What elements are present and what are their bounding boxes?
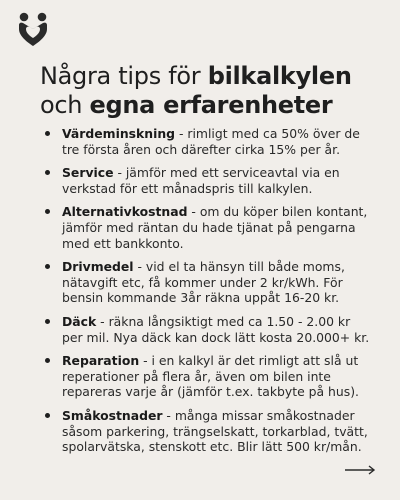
title-line1-bold: bilkalkylen [207,62,352,90]
tip-item-alternativkostnad [42,204,372,251]
tip-item-smakostnader [42,408,372,455]
tip-text: - många missar småkostnader såsom parkering, trängselskatt, torkarblad, tvätt, spolarvätska, stenskott etc. Blir lätt 500 kr/mån. [62,407,368,455]
tip-item-drivmedel [42,259,372,306]
tip-term: Däck [62,313,97,329]
tip-term: Småkostnader [62,407,163,423]
tip-item-reparation [42,353,372,400]
tip-term: Service [62,165,114,181]
title-line2-bold: egna erfarenheter [89,91,333,119]
tip-text: - räkna långsiktigt med ca 1.50 - 2.00 kr per mil. Nya däck kan dock lätt kosta 20.000+ kr. [62,313,370,345]
title-line2-prefix: och [40,91,90,119]
tip-item-dack [42,314,372,345]
tips-list [42,126,372,463]
tip-term: Värdeminskning [62,126,176,141]
tip-text: - om du köper bilen kontant, jämför med räntan du hade tjänat på pengarna med ett bankkonto. [62,204,368,251]
tip-term: Drivmedel [62,259,134,275]
arrow-right-icon[interactable] [344,464,376,476]
page-title [40,62,380,120]
tip-text: - jämför med ett serviceavtal via en verkstad för ett månadspris till kalkylen. [62,165,340,196]
heart-people-logo-icon [16,12,50,48]
tip-term: Alternativkostnad [62,204,188,220]
tip-item-vardeminskning [42,126,372,157]
tip-term: Reparation [62,353,140,369]
tip-text: - i en kalkyl är det rimligt att slå ut reperationer på flera år, även om bilen inte repareras varje år (jämför t.ex. takbyte på hus). [62,353,359,400]
tip-item-service [42,165,372,196]
tip-text: - vid el ta hänsyn till både moms, nätavgift etc, få kommer under 2 kr/kWh. För bensin kommande 3år räkna uppåt 16-20 kr. [62,259,345,306]
title-line1-prefix: Några tips för [40,62,208,90]
tip-text: - rimligt med ca 50% över de tre första åren och därefter cirka 15% per år. [62,126,360,157]
